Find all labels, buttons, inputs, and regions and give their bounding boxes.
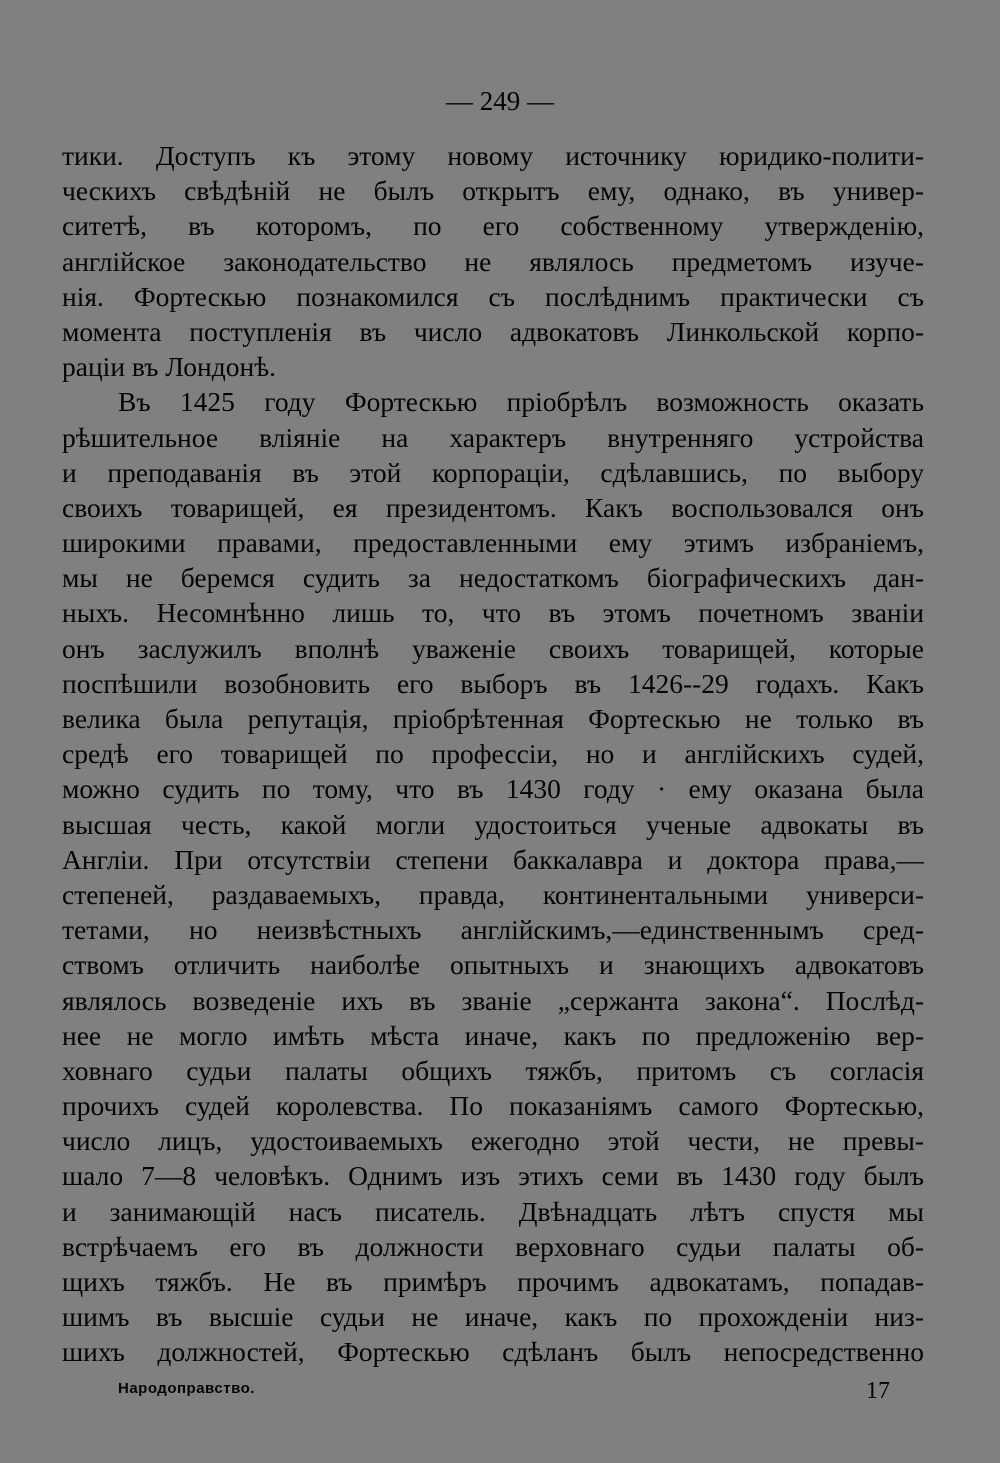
text-line: ствомъ отличить наиболѣе опытныхъ и знающихъ адвокатовъ — [62, 949, 924, 981]
text-line: тики. Доступъ къ этому новому источнику юридико-полити- — [62, 140, 924, 171]
text-line: онъ заслужилъ вполнѣ уваженіе своихъ товарищей, которые — [62, 632, 924, 664]
text-line: ситетѣ, въ которомъ, по его собственному утвержденію, — [62, 210, 924, 242]
text-line: широкими правами, предоставленными ему этимъ избраніемъ, — [62, 527, 924, 559]
text-line: и занимающій насъ писатель. Двѣнадцать лѣтъ спустя мы — [62, 1195, 924, 1227]
text-line: рѣшительное вліяніе на характеръ внутренняго устройства — [62, 421, 924, 453]
page-footer — [118, 1378, 890, 1408]
text-line: Въ 1425 году Фортескью пріобрѣлъ возможность оказать — [118, 386, 924, 418]
text-line: средѣ его товарищей по профессіи, но и англійскихъ судей, — [62, 738, 924, 770]
text-line: шало 7—8 человѣкъ. Однимъ изъ этихъ семи въ 1430 году былъ — [62, 1160, 924, 1192]
text-line: степеней, раздаваемыхъ, правда, континентальными универси- — [62, 878, 924, 910]
text-line: ховнаго судьи палаты общихъ тяжбъ, притомъ съ согласія — [62, 1054, 924, 1086]
footer-sheet-number: 17 — [866, 1378, 890, 1404]
text-line: шимъ въ высшіе судьи не иначе, какъ по прохожденіи низ- — [62, 1301, 924, 1333]
text-line: велика была репутація, пріобрѣтенная Фортескью не только въ — [62, 703, 924, 734]
text-line: мы не беремся судить за недостаткомъ біографическихъ дан- — [62, 562, 924, 594]
text-line: ныхъ. Несомнѣнно лишь то, что въ этомъ почетномъ званіи — [62, 597, 924, 629]
footer-signature: Народоправство. — [118, 1380, 255, 1397]
text-line: нія. Фортескью познакомился съ послѣднимъ практически съ — [62, 280, 924, 312]
text-line: можно судить по тому, что въ 1430 году · ему оказана была — [62, 773, 924, 805]
text-line: момента поступленія въ число адвокатовъ Линкольской корпо- — [62, 315, 924, 347]
body-text — [62, 138, 924, 1370]
text-line: являлось возведеніе ихъ въ званіе „сержанта закона“. Послѣд- — [62, 984, 924, 1016]
text-line: прочихъ судей королевства. По показаніямъ самого Фортескью, — [62, 1090, 924, 1122]
text-line: поспѣшили возобновить его выборъ въ 1426--29 годахъ. Какъ — [62, 667, 924, 699]
text-line: щихъ тяжбъ. Не въ примѣръ прочимъ адвокатамъ, попадав- — [62, 1266, 924, 1297]
text-line: ческихъ свѣдѣній не былъ открытъ ему, однако, въ универ- — [62, 175, 924, 207]
text-line: своихъ товарищей, ея президентомъ. Какъ воспользовался онъ — [62, 491, 924, 523]
text-line: тетами, но неизвѣстныхъ англійскимъ,—единственнымъ сред- — [62, 914, 924, 946]
text-line: число лицъ, удостоиваемыхъ ежегодно этой чести, не превы- — [62, 1125, 924, 1157]
text-line: высшая честь, какой могли удостоиться ученые адвокаты въ — [62, 808, 924, 840]
text-line: встрѣчаемъ его въ должности верховнаго судьи палаты об- — [62, 1230, 924, 1262]
text-line: Англіи. При отсутствіи степени баккалавра и доктора права,— — [62, 843, 924, 875]
text-line: англійское законодательство не являлось предметомъ изуче- — [62, 245, 924, 277]
text-line: и преподаванія въ этой корпораціи, сдѣлавшись, по выбору — [62, 456, 924, 488]
text-line: раціи въ Лондонѣ. — [62, 351, 276, 383]
text-line: нее не могло имѣть мѣста иначе, какъ по предложенію вер- — [62, 1019, 924, 1051]
text-line: шихъ должностей, Фортескью сдѣланъ былъ непосредственно — [62, 1336, 924, 1368]
page-header — [0, 84, 1000, 118]
page-number: — 249 — — [446, 86, 554, 116]
